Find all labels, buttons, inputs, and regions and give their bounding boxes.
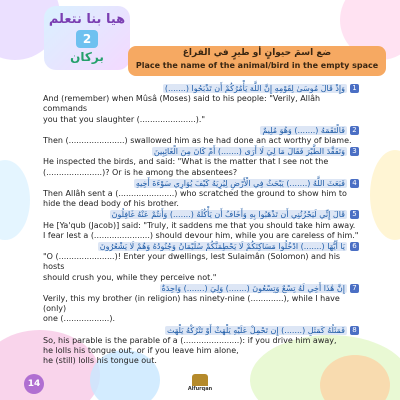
arabic-verse-row	[43, 242, 359, 252]
arabic-verse-row	[43, 126, 359, 136]
exercise-title-banner	[128, 46, 386, 76]
item-number-badge: 1	[350, 84, 359, 93]
english-translation-line: He inspected the birds, and said: "What is the matter that I see not the	[43, 157, 329, 167]
exercise-item	[43, 284, 359, 325]
page-number-badge: 14	[24, 374, 44, 394]
english-translation-line: he (still) lolls his tongue out.	[43, 356, 157, 366]
exercise-list	[43, 84, 359, 367]
arabic-verse: فَبَعَثَ اللَّهُ (.......) يَبْحَثُ فِي الْأَرْضِ لِيُرِيَهُ كَيْفَ يُوَارِي سَوْءَةَ أَخِيهِ	[135, 178, 345, 188]
english-translation-line: hide the dead body of his brother.	[43, 199, 179, 209]
exercise-item	[43, 84, 359, 125]
exercise-title-english: Place the name of the animal/bird in the empty space	[135, 61, 379, 70]
logo-subtitle: بركان	[70, 50, 104, 64]
exercise-item	[43, 126, 359, 146]
arabic-verse-row	[43, 179, 359, 189]
english-translation-line: And (remember) when Mûsâ (Moses) said to his people: "Verily, Allâh commands	[43, 94, 321, 114]
item-number-badge: 3	[350, 147, 359, 156]
english-translation-line: So, his parable is the parable of a (......................): if you drive him away,	[43, 335, 337, 345]
english-translation-line: I fear lest a (......................) should devour him, while you are careless of him."	[43, 230, 359, 240]
english-translation-line: you that you slaughter (......................)."	[43, 114, 206, 124]
exercise-item	[43, 210, 359, 241]
arabic-verse: يَا أَيُّهَا (.......) ادْخُلُوا مَسَاكِنَكُمْ لَا يَحْطِمَنَّكُمْ سُلَيْمَانُ وَجُنُودُهُ وَهُمْ لَا يَشْعُرُونَ	[99, 242, 345, 252]
item-number-badge: 7	[350, 284, 359, 293]
arabic-verse-row	[43, 147, 359, 157]
decor-blob-left-mid	[0, 160, 30, 240]
arabic-verse-row	[43, 326, 359, 336]
arabic-verse: وَإِذْ قَالَ مُوسَىٰ لِقَوْمِهِ إِنَّ اللَّهَ يَأْمُرُكُمْ أَن تَذْبَحُوا (.......)	[164, 84, 345, 93]
item-number-badge: 4	[350, 179, 359, 188]
exercise-item	[43, 147, 359, 178]
exercise-item	[43, 242, 359, 283]
series-logo	[44, 6, 130, 70]
exercise-item	[43, 326, 359, 367]
decor-blob-right-mid	[370, 150, 400, 240]
arabic-verse: إِنَّ هَٰذَا أَخِي لَهُ تِسْعٌ وَتِسْعُونَ (.......) وَلِيَ (.......) وَاحِدَةٌ	[161, 283, 345, 293]
arabic-verse: فَالْتَقَمَهُ (.......) وَهُوَ مُلِيمٌ	[262, 125, 345, 135]
arabic-verse-row	[43, 284, 359, 294]
item-number-badge: 8	[350, 326, 359, 335]
english-translation-line: Verily, this my brother (in religion) has ninety-nine (.............), while I have (only)	[43, 294, 340, 314]
item-number-badge: 5	[350, 210, 359, 219]
english-translation-line: Then Allâh sent a (......................) who scratched the ground to show him to	[43, 189, 347, 199]
english-translation-line: Then (......................) swallowed him as he had done an act worthy of blame.	[43, 136, 352, 146]
arabic-verse: قَالَ إِنِّي لَيَحْزُنُنِي أَن تَذْهَبُوا بِهِ وَأَخَافُ أَن يَأْكُلَهُ (.......) وَأَنتُمْ عَنْهُ غَافِلُونَ	[111, 210, 345, 220]
english-translation-line: He [Ya'qub (Jacob)] said: "Truly, it saddens me that you should take him away.	[43, 220, 356, 230]
exercise-title-arabic: ضع اسمَ حيوانٍ أو طيرٍ في الفراغ	[182, 48, 332, 58]
english-translation-line: (......................)? Or is he among the absentees?	[43, 167, 238, 177]
arabic-verse-row	[43, 84, 359, 94]
arabic-verse-row	[43, 210, 359, 220]
english-translation-line: should crush you, while they perceive not."	[43, 272, 217, 282]
publisher-logo	[182, 374, 218, 396]
english-translation-line: "O (......................)! Enter your dwellings, lest Sulaimân (Solomon) and his hosts	[43, 252, 341, 272]
english-translation-line: he lolls his tongue out, or if you leave him alone,	[43, 346, 239, 356]
publisher-logo-text: Alfurqan	[187, 386, 213, 392]
english-translation-line: one (..................).	[43, 314, 115, 324]
item-number-badge: 2	[350, 126, 359, 135]
arabic-verse: وَتَفَقَّدَ الطَّيْرَ فَقَالَ مَا لِيَ لَا أَرَى (.......) أَمْ كَانَ مِنَ الْغَائِبِينَ	[153, 147, 345, 157]
exercise-item	[43, 179, 359, 210]
item-number-badge: 6	[350, 242, 359, 251]
logo-title: هيا بنا نتعلم	[48, 12, 126, 27]
logo-level-number: 2	[76, 30, 98, 48]
arabic-verse: فَمَثَلُهُ كَمَثَلِ (.......) إِن تَحْمِلْ عَلَيْهِ يَلْهَثْ أَوْ تَتْرُكْهُ يَلْهَث	[166, 325, 345, 335]
publisher-logo-mark	[192, 374, 208, 386]
